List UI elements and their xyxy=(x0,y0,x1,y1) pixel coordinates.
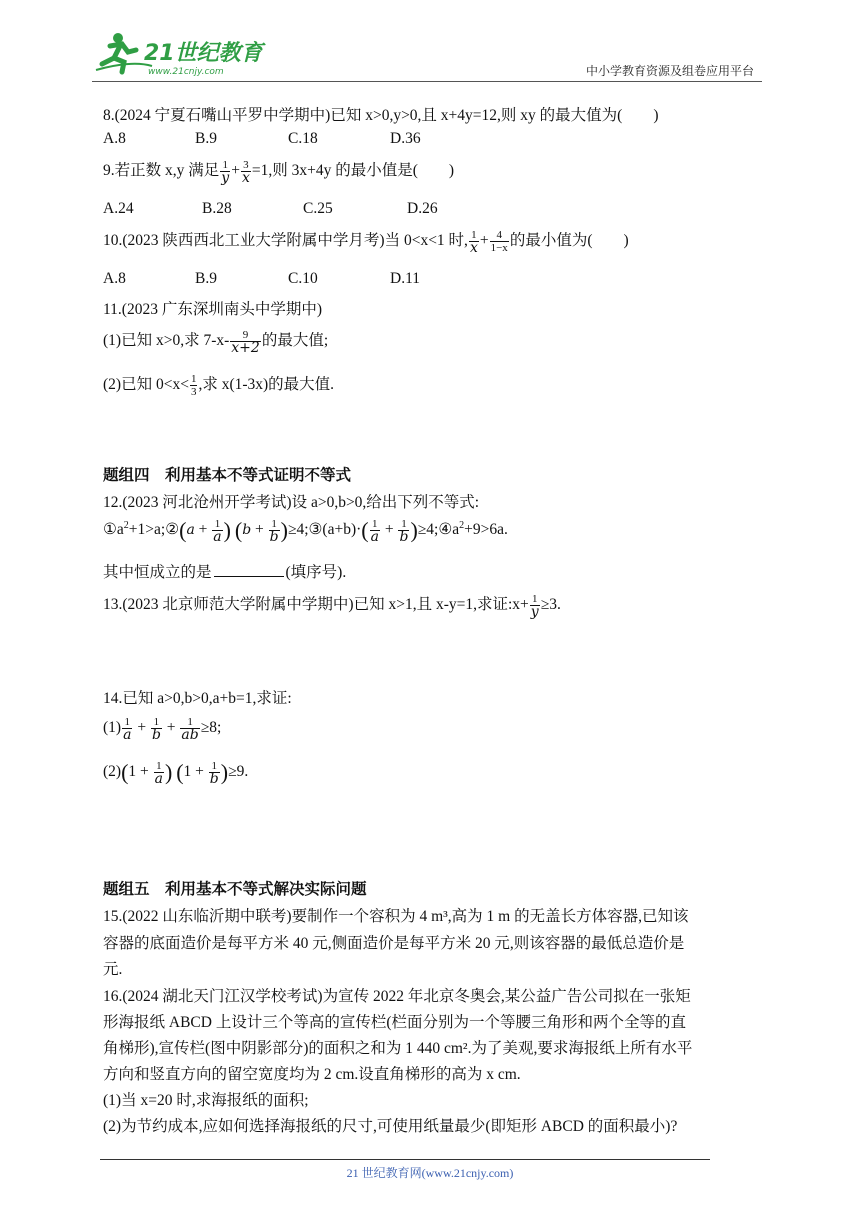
footer-divider xyxy=(100,1159,710,1160)
q9-option-b: B.28 xyxy=(202,200,232,217)
q12-answer-line: 其中恒成立的是 (填序号). xyxy=(103,564,347,581)
q9-prefix: 9.若正数 x,y 满足 xyxy=(103,162,220,179)
q9-option-a: A.24 xyxy=(103,200,134,217)
q8-option-c: C.18 xyxy=(288,130,318,147)
q10-option-a: A.8 xyxy=(103,270,126,287)
q8-option-b: B.9 xyxy=(195,130,217,147)
q11-part-2: (2)已知 0<x< $\frac{1}{3}$ ,求 x(1-3x)的最大值. xyxy=(103,372,335,398)
question-16-line-3: 角梯形),宣传栏(图中阴影部分)的面积之和为 1 440 cm².为了美观,要求海报纸上所有水平 xyxy=(103,1040,693,1057)
q14-part-1: (1) $\frac{1}{a}$ + $\frac{1}{b}$ + $\frac{1}{ab}$ ≥8; xyxy=(103,716,222,743)
q10-prefix: 10.(2023 陕西西北工业大学附属中学月考)当 0<x<1 时, xyxy=(103,232,468,249)
site-logo xyxy=(92,30,267,78)
q9-plus: + xyxy=(231,162,240,179)
question-16-line-4: 方向和竖直方向的留空宽度均为 2 cm.设直角梯形的高为 x cm. xyxy=(103,1066,521,1083)
question-10 xyxy=(103,228,629,254)
q10-option-c: C.10 xyxy=(288,270,318,287)
question-11: 11.(2023 广东深圳南头中学期中) xyxy=(103,301,322,318)
question-14: 14.已知 a>0,b>0,a+b=1,求证: xyxy=(103,690,292,707)
question-8: 8.(2024 宁夏石嘴山平罗中学期中)已知 x>0,y>0,且 x+4y=12,则 xy 的最大值为( ) xyxy=(103,107,659,124)
q10-fraction-2: $\frac{4}{1-x}$ xyxy=(490,228,508,254)
question-15-line-2: 容器的底面造价是每平方米 40 元,侧面造价是每平方米 20 元,则该容器的最低总造价是 xyxy=(103,935,685,952)
q13-fraction: $\frac{1}{y}$ xyxy=(530,592,539,620)
header-divider xyxy=(92,81,762,82)
q11-fraction-2: $\frac{1}{3}$ xyxy=(190,372,197,398)
q8-option-a: A.8 xyxy=(103,130,126,147)
q9-fraction-2: $\frac{3}{x}$ xyxy=(241,158,250,186)
q10-suffix: 的最小值为( ) xyxy=(509,232,629,249)
question-16-line-2: 形海报纸 ABCD 上设计三个等高的宣传栏(栏面分别为一个等腰三角形和两个全等的直 xyxy=(103,1014,686,1031)
q10-option-d: D.11 xyxy=(390,270,420,287)
question-12: 12.(2023 河北沧州开学考试)设 a>0,b>0,给出下列不等式: xyxy=(103,494,480,511)
page-header xyxy=(92,30,762,82)
q14-part-2: (2)(1 + $\frac{1}{a}$ ) (1 + $\frac{1}{b}$ )≥9. xyxy=(103,759,249,787)
q11-fraction-1: $\frac{9}{x+2}$ xyxy=(231,328,260,356)
question-9 xyxy=(103,158,454,184)
q9-option-d: D.26 xyxy=(407,200,438,217)
q10-option-b: B.9 xyxy=(195,270,217,287)
q11-part-1: (1)已知 x>0,求 7-x- $\frac{9}{x+2}$ 的最大值; xyxy=(103,328,329,356)
question-16-line-1: 16.(2024 湖北天门江汉学校考试)为宣传 2022 年北京冬奥会,某公益广告公司拟在一张矩 xyxy=(103,988,691,1005)
group-5-title: 题组五 利用基本不等式解决实际问题 xyxy=(103,881,367,898)
logo-url: www.21cnjy.com xyxy=(148,67,224,77)
q10-plus: + xyxy=(479,232,489,249)
logo-title: 21世纪教育 xyxy=(144,41,263,66)
question-16-part-1: (1)当 x=20 时,求海报纸的面积; xyxy=(103,1092,309,1109)
question-15-line-3: 元. xyxy=(103,961,123,978)
q9-fraction-1: $\frac{1}{y}$ xyxy=(221,158,230,186)
question-15-line-1: 15.(2022 山东临沂期中联考)要制作一个容积为 4 m³,高为 1 m 的无盖长方体容器,已知该 xyxy=(103,908,689,925)
question-16-part-2: (2)为节约成本,应如何选择海报纸的尺寸,可使用纸量最少(即矩形 ABCD 的面积最小)? xyxy=(103,1118,678,1135)
footer-link[interactable]: 21 世纪教育网(www.21cnjy.com) xyxy=(346,1166,514,1180)
q9-suffix: =1,则 3x+4y 的最小值是( ) xyxy=(251,162,455,179)
group-4-title: 题组四 利用基本不等式证明不等式 xyxy=(103,467,352,484)
question-13: 13.(2023 北京师范大学附属中学期中)已知 x>1,且 x-y=1,求证:x+ $\frac{1}{y}$ ≥3. xyxy=(103,592,561,620)
q9-option-c: C.25 xyxy=(303,200,333,217)
q12-inequalities: $①a^2+1>a;②(a$ + $\frac{1}{a}$ ) (b + $\frac{1}{b}$ )≥4;③(a+b)·( $\frac{1}{a}$ + $\frac{1}{b}$ )$\ge 4;④a^2+9>6a$. xyxy=(103,517,508,545)
q10-fraction-1: $\frac{1}{x}$ xyxy=(469,228,478,256)
q8-option-d: D.36 xyxy=(390,130,421,147)
header-platform-name: 中小学教育资源及组卷应用平台 xyxy=(585,64,754,78)
q12-answer-blank[interactable] xyxy=(214,563,284,577)
